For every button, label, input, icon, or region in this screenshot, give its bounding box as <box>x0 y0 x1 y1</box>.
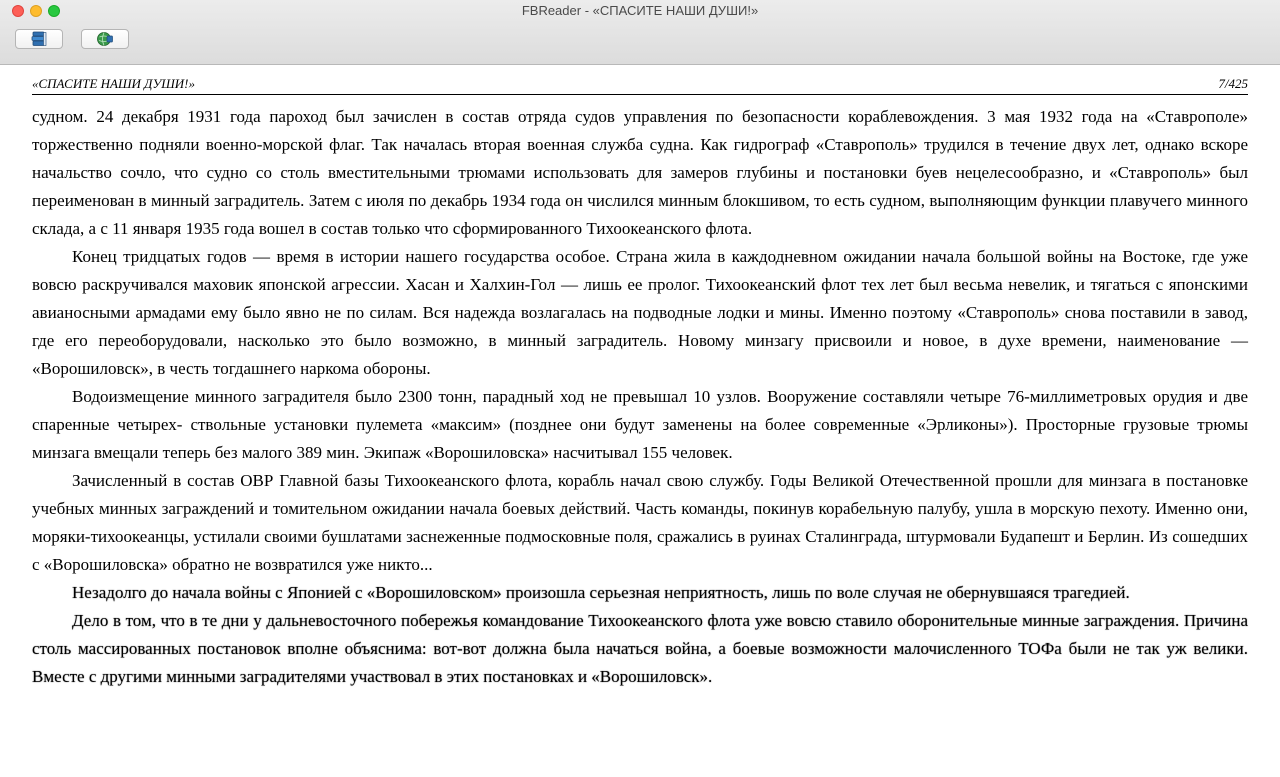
page-number: 7/425 <box>1218 76 1248 91</box>
reading-area[interactable] <box>32 103 1248 691</box>
text-paragraph: судном. 24 декабря 1931 года пароход был зачислен в состав отряда судов управления по безопасности кораблевождения. 3 мая 1932 года на «Ставрополе» торжественно подняли военно-морской флаг. Так началась вторая военная служба судна. Как гидрограф «Ставрополь» трудился в течение двух лет, однако вскоре начальство сочло, что судно со столь вместительными трюмами использовать для замеров глубины и постановки буев нецелесообразно, и «Ставрополь» был переименован в минный заградитель. Затем с июля по декабрь 1934 года он числился минным блокшивом, то есть судном, выполняющим функции плавучего минного склада, а с 11 января 1935 года вошел в состав только что сформированного Тихоокеанского флота. <box>32 107 1248 238</box>
library-books-icon <box>30 31 48 47</box>
title-toolbar <box>0 0 1280 65</box>
page-header <box>32 76 1248 95</box>
text-paragraph: Незадолго до начала войны с Японией с «Ворошиловском» произошла серьезная неприятность, лишь по воле случая не обернувшаяся трагедией. <box>72 583 1130 602</box>
library-button[interactable] <box>15 29 63 49</box>
window-title: FBReader - «СПАСИТЕ НАШИ ДУШИ!» <box>521 3 759 18</box>
text-paragraph: Зачисленный в состав ОВР Главной базы Тихоокеанского флота, корабль начал свою службу. Годы Великой Отечественной прошли для минзага в постановке учебных минных заграждений и томительном ожидании начала боевых действий. Часть команды, покинув корабельную палубу, ушла в морскую пехоту. Именно они, моряки-тихоокеанцы, устилали своими бушлатами заснеженные подмосковные поля, сражались в руинах Сталинграда, штурмовали Будапешт и Берлин. Из сошедших с «Ворошиловска» обратно не возвратился уже никто... <box>32 471 1248 574</box>
text-paragraph: Водоизмещение минного заградителя было 2300 тонн, парадный ход не превышал 10 узлов. Вооружение составляли четыре 76-миллиметровых орудия и две спаренные четырех- ствольные установки пулемета «максим» (позднее они будут заменены на более современные «Эрликоны»). Просторные грузовые трюмы минзага вмещали теперь без малого 389 мин. Экипаж «Ворошиловска» насчитывал 155 человек. <box>32 387 1248 462</box>
network-library-button[interactable] <box>81 29 129 49</box>
network-library-icon <box>96 31 114 47</box>
running-book-title: «СПАСИТЕ НАШИ ДУШИ!» <box>32 76 195 91</box>
text-paragraph: Дело в том, что в те дни у дальневосточного побережья командование Тихоокеанского флота уже вовсю ставило оборонительные минные заграждения. Причина столь массированных постановок вполне объяснима: вот-вот должна была начаться война, а боевые возможности малочисленного ТОФа были не так уж велики. Вместе с другими минными заградителями участвовал в этих постановках и «Ворошиловск». <box>32 611 1248 686</box>
text-paragraph: Конец тридцатых годов — время в истории нашего государства особое. Страна жила в каждодневном ожидании начала большой войны на Востоке, где уже вовсю раскручивался маховик японской агрессии. Хасан и Халхин-Гол — лишь ее пролог. Тихоокеанский флот тех лет был весьма невелик, и тягаться с японскими авианосными армадами ему было явно не по силам. Вся надежда возлагалась на подводные лодки и мины. Именно поэтому «Ставрополь» снова поставили в завод, где его переоборудовали, насколько это было возможно, в минный заградитель. Новому минзагу присвоили и новое, в духе времени, наименование — «Ворошиловск», в честь тогдашнего наркома обороны. <box>32 247 1248 378</box>
